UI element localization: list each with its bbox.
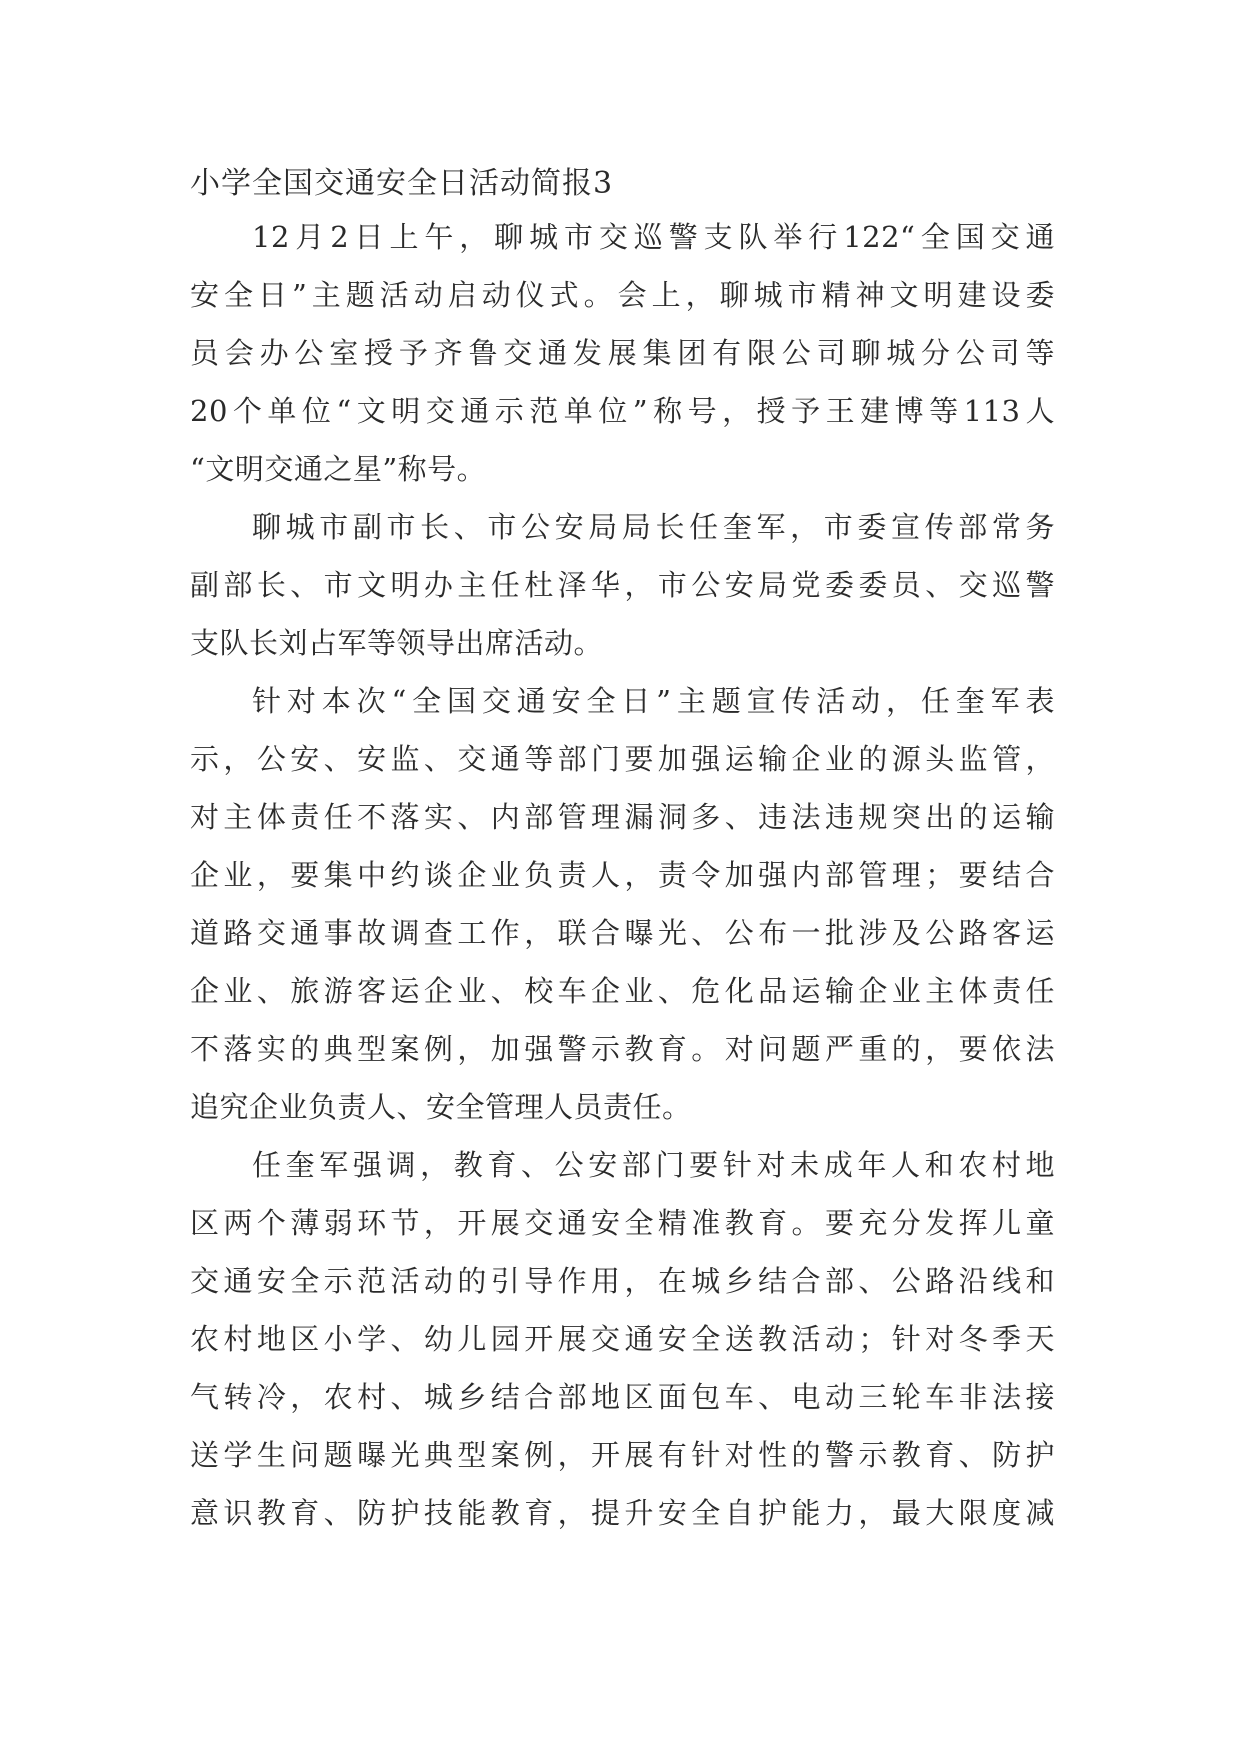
paragraph-line: 追究企业负责人、安全管理人员责任。 [190, 1090, 692, 1124]
paragraph-2 [190, 498, 1055, 672]
paragraph-1 [190, 208, 1055, 498]
paragraph-4 [190, 1136, 1055, 1542]
paragraph-line: 区两个薄弱环节，开展交通安全精准教育。要充分发挥儿童 [190, 1206, 1055, 1240]
paragraph-line: 气转冷，农村、城乡结合部地区面包车、电动三轮车非法接 [190, 1380, 1055, 1414]
paragraph-line: 道路交通事故调查工作，联合曝光、公布一批涉及公路客运 [190, 916, 1055, 950]
paragraph-line: 农村地区小学、幼儿园开展交通安全送教活动；针对冬季天 [190, 1322, 1055, 1356]
paragraph-line: 针对本次“全国交通安全日”主题宣传活动，任奎军表 [252, 684, 1055, 718]
paragraph-line: “文明交通之星”称号。 [190, 452, 487, 486]
paragraph-line: 不落实的典型案例，加强警示教育。对问题严重的，要依法 [190, 1032, 1055, 1066]
paragraph-line: 送学生问题曝光典型案例，开展有针对性的警示教育、防护 [190, 1438, 1055, 1472]
paragraph-line: 副部长、市文明办主任杜泽华，市公安局党委委员、交巡警 [190, 568, 1055, 602]
document-body [190, 208, 1055, 1542]
paragraph-line: 支队长刘占军等领导出席活动。 [190, 626, 604, 660]
paragraph-line: 20个单位“文明交通示范单位”称号，授予王建博等113人 [190, 394, 1055, 428]
paragraph-3 [190, 672, 1055, 1136]
paragraph-line: 企业，要集中约谈企业负责人，责令加强内部管理；要结合 [190, 858, 1055, 892]
paragraph-line: 示，公安、安监、交通等部门要加强运输企业的源头监管， [190, 742, 1055, 776]
paragraph-line: 意识教育、防护技能教育，提升安全自护能力，最大限度减 [190, 1496, 1055, 1530]
paragraph-line: 员会办公室授予齐鲁交通发展集团有限公司聊城分公司等 [190, 336, 1055, 370]
paragraph-line: 企业、旅游客运企业、校车企业、危化品运输企业主体责任 [190, 974, 1055, 1008]
paragraph-line: 任奎军强调，教育、公安部门要针对未成年人和农村地 [252, 1148, 1055, 1182]
paragraph-line: 安全日”主题活动启动仪式。会上，聊城市精神文明建设委 [190, 278, 1055, 312]
document-content [190, 160, 1055, 1542]
paragraph-line: 聊城市副市长、市公安局局长任奎军，市委宣传部常务 [252, 510, 1055, 544]
paragraph-line: 交通安全示范活动的引导作用，在城乡结合部、公路沿线和 [190, 1264, 1055, 1298]
paragraph-line: 对主体责任不落实、内部管理漏洞多、违法违规突出的运输 [190, 800, 1055, 834]
document-title: 小学全国交通安全日活动简报3 [190, 166, 614, 201]
paragraph-line: 12月2日上午，聊城市交巡警支队举行122“全国交通 [252, 220, 1055, 254]
